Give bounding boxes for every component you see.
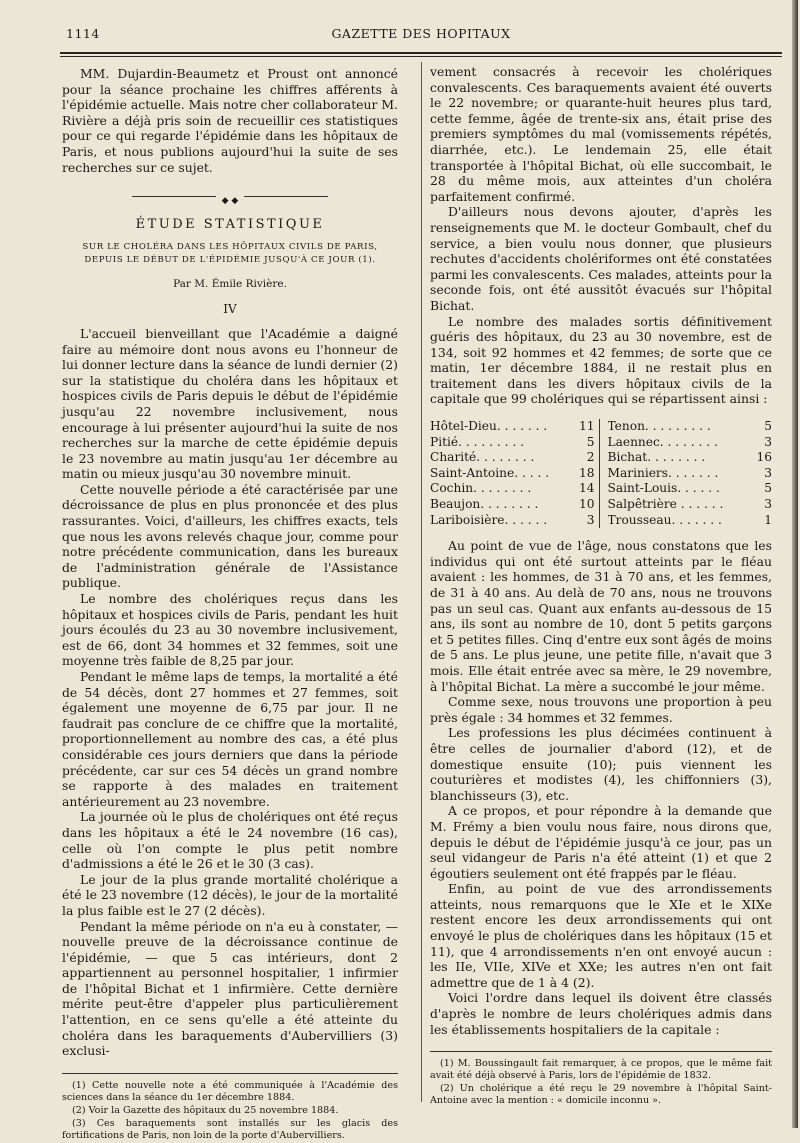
hospital-name: Mariniers. . . . . . .: [607, 465, 719, 480]
hospital-name: Pitié. . . . . . . . .: [430, 434, 524, 449]
body-paragraph: Comme sexe, nous trouvons une proportion à peu près égale : 34 hommes et 32 femmes.: [430, 694, 772, 725]
body-paragraph: Pendant le même laps de temps, la mortalité a été de 54 décès, dont 27 hommes et 27 femmes, soit également une moyenne de 6,75 par jour. Il ne faudrait pas conclure de ce chiffre que la mortalité, proportionnellement au nombre des cas, a été plus considérable ces jours derniers que dans la période précédente, car sur ces 54 décès un grand nombre se rapporte à des malades en traitement antérieurement au 23 novembre.: [62, 669, 398, 809]
hospital-count: 16: [756, 450, 772, 465]
body-paragraph: Le jour de la plus grande mortalité cholérique a été le 23 novembre (12 décès), le jour de la mortalité la plus faible est le 27 (2 décès).: [62, 871, 398, 918]
hospital-count: 11: [578, 419, 595, 434]
body-paragraph: L'accueil bienveillant que l'Académie a daigné faire au mémoire dont nous avons eu l'honneur de lui donner lecture dans la séance de lundi dernier (2) sur la statistique du choléra dans les hôpitaux et hospices civils de Paris depuis le début de l'épidémie jusqu'au 22 novembre inclusivement, nous encourage à lui présenter aujourd'hui la suite de nos recherches sur la marche de cette épidémie depuis le 23 novembre au matin jusqu'au 1er décembre au matin ou mieux jusqu'au 30 novembre minuit.: [62, 325, 398, 482]
left-footnotes: [62, 1080, 398, 1142]
footnote: (1) M. Boussingault fait remarquer, à ce propos, que le même fait avait été déjà observé à Paris, lors de l'épidémie de 1832.: [430, 1058, 772, 1082]
table-row: [608, 466, 773, 482]
ornament-glyph: ◆ ◆: [216, 196, 245, 206]
footnote: (3) Ces baraquements sont installés sur les glacis des fortifications de Paris, non loin de la porte d'Aubervilliers.: [62, 1117, 398, 1141]
article-subtitle: SUR LE CHOLÉRA DANS LES HÔPITAUX CIVILS DE PARIS, DEPUIS LE DÉBUT DE L'ÉPIDÉMIE JUSQU'À CE JOUR (1).: [82, 241, 378, 265]
body-paragraph: Voici l'ordre dans lequel ils doivent être classés d'après le nombre de leurs cholériques admis dans les établissements hospitaliers de la capitale :: [430, 990, 772, 1037]
hospital-table: [430, 419, 772, 528]
journal-title: GAZETTE DES HOPITAUX: [331, 26, 511, 41]
hospital-name: Laennec. . . . . . . .: [607, 434, 718, 449]
hospital-name: Salpêtrière . . . . . .: [607, 497, 724, 512]
body-paragraph: D'ailleurs nous devons ajouter, d'après les renseignements que M. le docteur Gombault, chef du service, a bien voulu nous donner, que plusieurs rechutes d'accidents cholériformes ont été constatées parmi les convalescents. Ces malades, atteints pour la seconde fois, ont été aussitôt évacués sur l'hôpital Bichat.: [430, 204, 772, 313]
hospital-name: Saint-Louis. . . . . .: [607, 481, 720, 496]
page-edge: [792, 0, 798, 1128]
footnote: (2) Un cholérique a été reçu le 29 novembre à l'hôpital Saint-Antoine avec la mention : « domicile inconnu ».: [430, 1083, 772, 1107]
table-row: [430, 497, 595, 513]
table-row: [430, 466, 595, 482]
hospital-count: 5: [764, 481, 772, 496]
body-paragraph: Enfin, au point de vue des arrondissements atteints, nous remarquons que le XIe et le XIXe restent encore les deux arrondissements qui ont envoyé le plus de cholériques dans les hôpitaux (15 et 11), que 4 arrondissements n'en ont envoyé aucun : les IIe, VIIe, XIVe et XXe; les autres n'en ont fait admettre que de 1 à 4 (2).: [430, 881, 772, 990]
hospital-count: 5: [586, 434, 595, 449]
hospital-name: Lariboisière. . . . . .: [430, 512, 548, 527]
hospital-name: Hôtel-Dieu. . . . . . .: [430, 419, 548, 434]
left-column: [62, 66, 398, 1143]
hospital-count: 14: [578, 481, 595, 496]
hospital-name: Bichat. . . . . . . .: [607, 450, 706, 465]
body-paragraph: vement consacrés à recevoir les cholériques convalescents. Ces baraquements avaient été ouverts le 22 novembre; or quarante-huit heures plus tard, cette femme, âgée de trente-six ans, était prise des premiers symptômes du mal (vomissements répétés, diarrhée, etc.). Le lendemain 25, elle était transportée à l'hôpital Bichat, où elle succombait, le 28 du même mois, aux atteintes d'un choléra parfaitement confirmé.: [430, 64, 772, 204]
hospital-name: Beaujon. . . . . . . .: [430, 497, 539, 512]
ornament-divider: [62, 191, 398, 207]
table-row: [430, 435, 595, 451]
right-column: [430, 64, 772, 1108]
hospital-count: 3: [764, 434, 772, 449]
hospital-name: Saint-Antoine. . . . .: [430, 465, 550, 480]
table-row: [608, 435, 773, 451]
hospital-count: 3: [764, 497, 772, 512]
hospital-name: Charité. . . . . . . .: [430, 450, 535, 465]
hospital-count: 3: [586, 512, 595, 527]
body-paragraph: A ce propos, et pour répondre à la demande que M. Frémy a bien voulu nous faire, nous dirons que, depuis le début de l'épidémie jusqu'à ce jour, pas un seul vidangeur de Paris n'a été atteint (1) et que 2 égoutiers seulement ont été frappés par le fléau.: [430, 803, 772, 881]
body-paragraph: Le nombre des malades sortis définitivement guéris des hôpitaux, du 23 au 30 novembre, est de 134, soit 92 hommes et 42 femmes; de sorte que ce matin, 1er décembre 1884, il ne restait plus en traitement dans les divers hôpitaux civils de la capitale que 99 cholériques qui se répartissent ainsi :: [430, 313, 772, 407]
hospital-count: 2: [586, 450, 595, 465]
body-paragraph: La journée où le plus de cholériques ont été reçus dans les hôpitaux a été le 24 novembre (16 cas), celle où l'on compte le plus petit nombre d'admissions a été le 26 et le 30 (3 cas).: [62, 809, 398, 872]
page-number: 1114: [66, 26, 100, 41]
table-row: [608, 419, 773, 435]
hospital-count: 5: [764, 419, 772, 434]
footnote: (2) Voir la Gazette des hôpitaux du 25 novembre 1884.: [72, 1104, 339, 1116]
table-row: [430, 513, 595, 529]
body-paragraph: Au point de vue de l'âge, nous constatons que les individus qui ont été surtout atteints par le fléau avaient : les hommes, de 31 à 70 ans, et les femmes, de 31 à 40 ans. Au delà de 70 ans, nous ne trouvons pas un seul cas. Quant aux enfants au-dessous de 15 ans, ils sont au nombre de 10, dont 5 petits garçons et 5 petites filles. Cinq d'entre eux sont âgés de moins de 5 ans. Le plus jeune, une petite fille, n'avait que 3 mois. Elle était entrée avec sa mère, le 29 novembre, à l'hôpital Bichat. La mère a succombé le jour même.: [430, 538, 772, 694]
hospital-name: Tenon. . . . . . . . .: [607, 419, 711, 434]
body-paragraph: Cette nouvelle période a été caractérisée par une décroissance de plus en plus prononcée et des plus rassurantes. Voici, d'ailleurs, les chiffres exacts, tels que nous les avons relevés chaque jour, comme pour notre précédente communication, dans les bureaux de l'administration générale de l'Assistance publique.: [62, 481, 398, 591]
table-row: [608, 513, 773, 529]
table-row: [430, 419, 595, 435]
table-row: [608, 481, 773, 497]
intro-paragraph: MM. Dujardin-Beaumetz et Proust ont annoncé pour la séance prochaine les chiffres afférents à l'épidémie actuelle. Mais notre cher collaborateur M. Rivière a déjà pris soin de recueillir ces statistiques pour ce qui regarde l'épidémie dans les hôpitaux de Paris, et nous publions aujourd'hui la suite de ses recherches sur ce sujet.: [62, 66, 398, 175]
body-paragraph: Le nombre des cholériques reçus dans les hôpitaux et hospices civils de Paris, pendant les huit jours écoulés du 23 au 30 novembre inclusivement, est de 66, dont 34 hommes et 32 femmes, soit une moyenne très faible de 8,25 par jour.: [62, 591, 398, 669]
footnote-rule: [430, 1051, 772, 1052]
table-row: [608, 450, 773, 466]
body-paragraph: Les professions les plus décimées continuent à être celles de journalier d'abord (12), et de domestique ensuite (10); puis viennent les couturières et modistes (4), les chiffonniers (3), blanchisseurs (3), etc.: [430, 725, 772, 803]
hospital-count: 10: [578, 497, 595, 512]
table-row: [430, 481, 595, 497]
hospital-name: Cochin. . . . . . . .: [430, 481, 532, 496]
hospital-table-right: [600, 419, 773, 528]
body-paragraph: Pendant la même période on n'a eu à constater, — nouvelle preuve de la décroissance continue de l'épidémie, — que 5 cas intérieurs, dont 2 appartiennent au personnel hospitalier, 1 infirmier de l'hôpital Bichat et 1 infirmière. Cette dernière mérite peut-être d'appeler plus particulièrement l'attention, en ce sens qu'elle a été atteinte du choléra dans les baraquements d'Aubervilliers (3) exclusi-: [62, 918, 398, 1059]
hospital-table-left: [430, 419, 600, 528]
article-author: Par M. Émile Rivière.: [173, 277, 287, 290]
page-header: [60, 26, 782, 48]
article-title: ÉTUDE STATISTIQUE: [135, 217, 325, 233]
footnote-rule: [62, 1073, 398, 1074]
section-number: IV: [223, 302, 237, 317]
hospital-count: 1: [764, 512, 772, 527]
hospital-name: Trousseau. . . . . . .: [607, 512, 722, 527]
column-divider: [421, 62, 422, 1102]
table-row: [430, 450, 595, 466]
footnote: (1) Cette nouvelle note a été communiquée à l'Académie des sciences dans la séance du 1er décembre 1884.: [62, 1079, 398, 1103]
hospital-count: 3: [764, 465, 772, 480]
header-rule: [60, 52, 782, 57]
hospital-count: 18: [578, 465, 595, 480]
right-footnotes: [430, 1058, 772, 1107]
table-row: [608, 497, 773, 513]
